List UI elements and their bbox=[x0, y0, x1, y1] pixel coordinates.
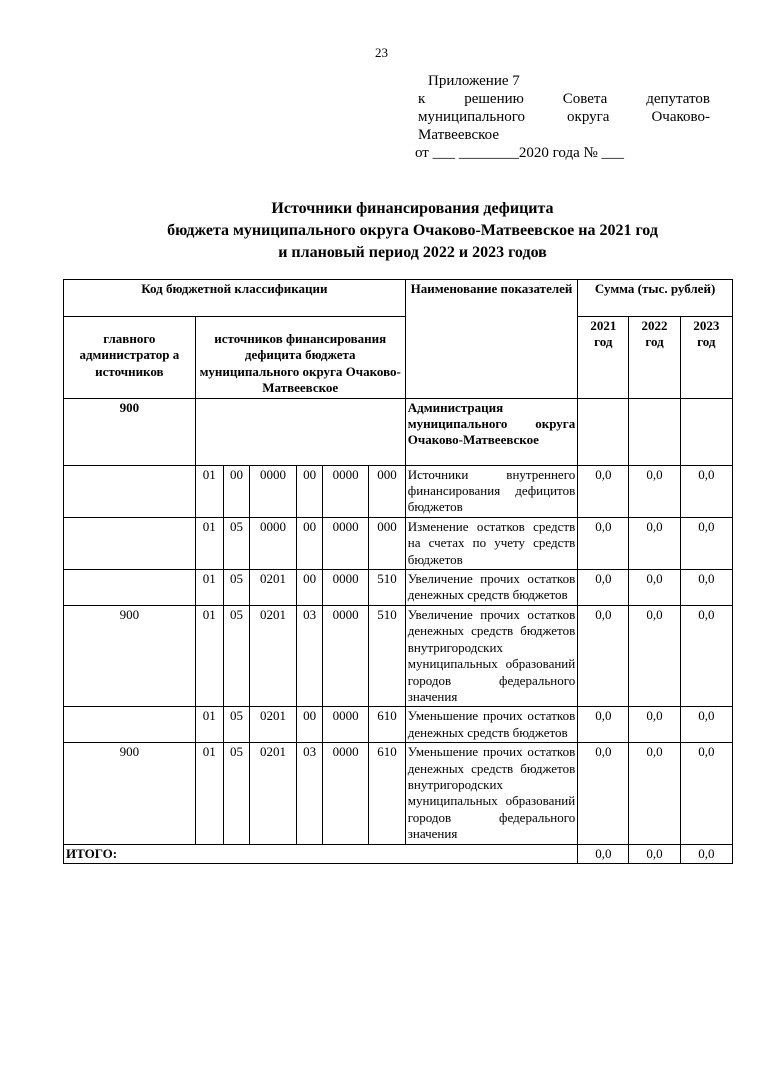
table-row: 01 00 0000 00 0000 000 Источники внутреннего финансирования дефицитов бюджетов 0,0 0,0 0,0 bbox=[64, 465, 733, 517]
header-code-group: Код бюджетной классификации bbox=[64, 280, 406, 317]
total-2022: 0,0 bbox=[629, 844, 680, 863]
table-row: 01 05 0201 00 0000 510 Увеличение прочих остатков денежных средств бюджетов 0,0 0,0 0,0 bbox=[64, 570, 733, 606]
appendix-title: Приложение 7 bbox=[428, 73, 520, 89]
total-label: ИТОГО: bbox=[64, 844, 578, 863]
header-2023: 2023 год bbox=[680, 317, 732, 399]
admin-row bbox=[64, 398, 733, 465]
table-row: 01 05 0000 00 0000 000 Изменение остатков средств на счетах по учету средств бюджетов 0,0 0,0 0,0 bbox=[64, 517, 733, 569]
title-line-3: и плановый период 2022 и 2023 годов bbox=[278, 244, 547, 261]
table-row: 900 01 05 0201 03 0000 510 Увеличение прочих остатков денежных средств бюджетов внутригородских муниципальных образований городов федерального значения 0,0 0,0 0,0 bbox=[64, 605, 733, 706]
appendix-block bbox=[415, 72, 710, 162]
document-title bbox=[60, 198, 763, 264]
header-sources: источников финансирования дефицита бюджета муниципального округа Очаково-Матвеевское bbox=[195, 317, 405, 399]
appendix-line-3: муниципального округа Очаково- bbox=[418, 109, 710, 125]
total-2023: 0,0 bbox=[680, 844, 732, 863]
admin-code: 900 bbox=[64, 398, 196, 465]
title-line-1: Источники финансирования дефицита bbox=[271, 200, 554, 217]
page-number: 23 bbox=[375, 45, 388, 60]
table-row: 01 05 0201 00 0000 610 Уменьшение прочих остатков денежных средств бюджетов 0,0 0,0 0,0 bbox=[64, 707, 733, 743]
admin-empty-codes bbox=[195, 398, 405, 465]
header-2022: 2022 год bbox=[629, 317, 680, 399]
appendix-line-4: Матвеевское bbox=[418, 127, 499, 143]
table-row: 900 01 05 0201 03 0000 610 Уменьшение прочих остатков денежных средств бюджетов внутригородских муниципальных образований городов федерального значения 0,0 0,0 0,0 bbox=[64, 743, 733, 844]
admin-name: Администрация муниципального округа Очаково-Матвеевское bbox=[405, 398, 577, 465]
header-row-1 bbox=[64, 280, 733, 317]
header-sum: Сумма (тыс. рублей) bbox=[578, 280, 733, 317]
appendix-date-line: от ___ ________2020 года № ___ bbox=[415, 145, 625, 161]
total-row bbox=[64, 844, 733, 863]
appendix-line-2: к решению Совета депутатов bbox=[418, 91, 710, 107]
header-2021: 2021 год bbox=[578, 317, 629, 399]
header-name: Наименование показателей bbox=[405, 280, 577, 399]
total-2021: 0,0 bbox=[578, 844, 629, 863]
header-main-admin: главного администратор а источников bbox=[64, 317, 196, 399]
title-line-2: бюджета муниципального округа Очаково-Матвеевское на 2021 год bbox=[167, 222, 658, 239]
sources-table bbox=[63, 279, 733, 864]
